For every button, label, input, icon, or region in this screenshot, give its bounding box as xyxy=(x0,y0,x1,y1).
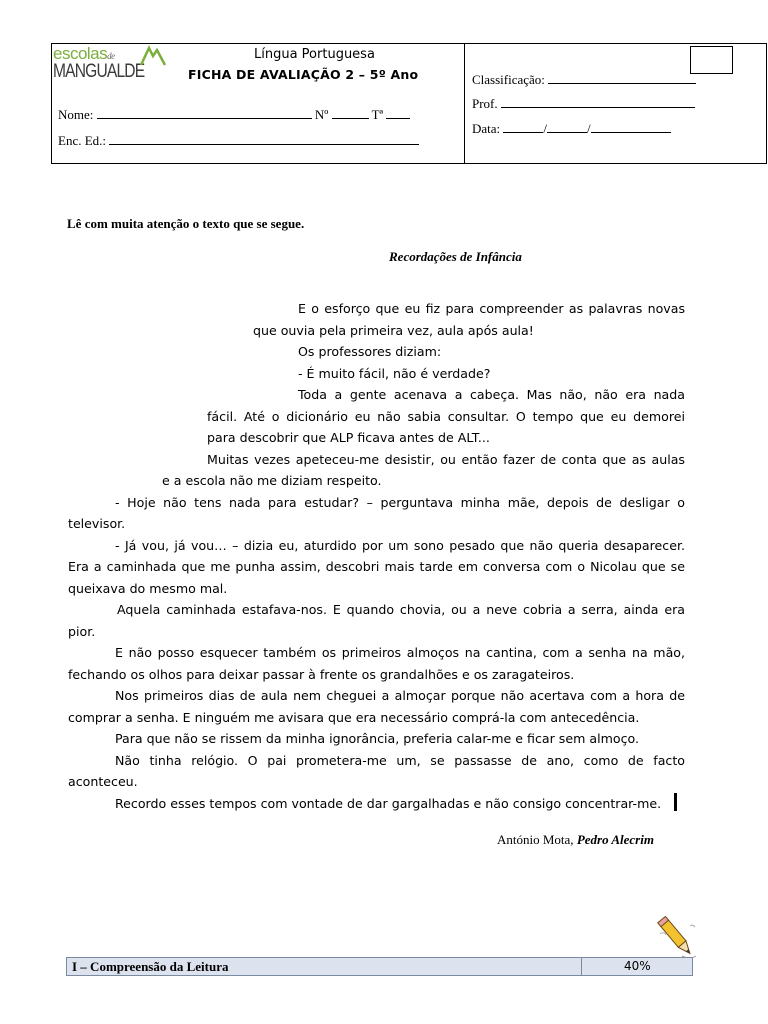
mountain-logo-icon xyxy=(139,44,167,66)
author-name: António Mota, xyxy=(497,832,574,847)
section-label: I – Compreensão da Leitura xyxy=(72,959,229,974)
text-line: para descobrir que ALP ficava antes de ALT... xyxy=(207,430,490,445)
section-bar-divider xyxy=(581,958,582,975)
section-percent: 40% xyxy=(624,959,651,973)
text-line: Aquela caminhada estafava-nos. E quando chovia, ou a neve cobria a serra, ainda era xyxy=(117,602,685,617)
name-label: Nome: xyxy=(58,107,94,122)
date-year-field[interactable] xyxy=(591,120,671,133)
date-separator: / xyxy=(543,121,548,136)
logo-text-de: de xyxy=(107,51,115,61)
logo-text-bottom: MANGUALDE xyxy=(53,61,145,82)
header-divider xyxy=(464,43,465,164)
author-citation xyxy=(497,832,654,848)
text-line: - Hoje não tens nada para estudar? – perguntava minha mãe, depois de desligar o xyxy=(115,495,685,510)
date-separator: / xyxy=(587,121,591,136)
subject-title: Língua Portuguesa xyxy=(254,47,375,62)
book-title: Pedro Alecrim xyxy=(576,832,654,847)
school-logo xyxy=(53,44,165,84)
class-label: Tª xyxy=(371,107,384,122)
text-line: - É muito fácil, não é verdade? xyxy=(298,366,491,381)
teacher-row xyxy=(472,95,695,112)
text-line: queixava do mesmo mal. xyxy=(68,581,228,596)
guardian-label: Enc. Ed.: xyxy=(58,133,107,148)
text-line: Era a caminhada que me punha assim, descobri mais tarde em conversa com o Nicolau que se xyxy=(68,559,685,574)
text-line: Toda a gente acenava a cabeça. Mas não, não era nada xyxy=(298,387,685,402)
number-field[interactable] xyxy=(332,106,369,119)
text-line: comprar a senha. E ninguém me avisara que era necessário comprá-la com antecedência. xyxy=(68,710,640,725)
text-line: aconteceu. xyxy=(68,774,138,789)
teacher-field[interactable] xyxy=(501,95,695,108)
logo-text-top: escolas xyxy=(53,44,108,63)
date-label: Data: xyxy=(472,121,501,136)
text-line: E o esforço que eu fiz para compreender as palavras novas xyxy=(298,301,685,316)
classification-box[interactable] xyxy=(690,46,733,74)
worksheet-title: FICHA DE AVALIAÇÃO 2 – 5º Ano xyxy=(188,67,419,82)
text-line: pior. xyxy=(68,624,96,639)
name-field[interactable] xyxy=(97,106,312,119)
class-field[interactable] xyxy=(386,106,410,119)
section-header-bar xyxy=(66,957,693,976)
guardian-field[interactable] xyxy=(109,132,419,145)
text-line: televisor. xyxy=(68,516,126,531)
text-line: Recordo esses tempos com vontade de dar gargalhadas e não consigo concentrar-me. xyxy=(115,796,662,811)
date-row xyxy=(472,120,671,137)
text-line: Não tinha relógio. O pai prometera-me um, se passasse de ano, como de facto xyxy=(115,753,685,768)
teacher-label: Prof. xyxy=(472,96,498,111)
instruction: Lê com muita atenção o texto que se segue. xyxy=(67,216,305,231)
text-cursor xyxy=(674,793,677,811)
text-line: Para que não se rissem da minha ignorância, preferia calar-me e ficar sem almoço. xyxy=(115,731,639,746)
text-line: e a escola não me diziam respeito. xyxy=(162,473,382,488)
text-line: E não posso esquecer também os primeiros almoços na cantina, com a senha na mão, xyxy=(115,645,685,660)
text-line: Muitas vezes apeteceu-me desistir, ou então fazer de conta que as aulas xyxy=(207,452,685,467)
text-line: que ouvia pela primeira vez, aula após aula! xyxy=(253,323,534,338)
classification-field[interactable] xyxy=(548,71,696,84)
number-label: Nº xyxy=(314,107,329,122)
text-line: Nos primeiros dias de aula nem cheguei a almoçar porque não acertava com a hora de xyxy=(115,688,685,703)
classification-label: Classificação: xyxy=(472,72,545,87)
date-month-field[interactable] xyxy=(547,120,587,133)
text-title: Recordações de Infância xyxy=(389,249,522,264)
text-line: fechando os olhos para deixar passar à frente os grandalhões e os zaragateiros. xyxy=(68,667,575,682)
text-line: - Já vou, já vou… – dizia eu, aturdido por um sono pesado que não queria desaparecer. xyxy=(115,538,685,553)
name-row xyxy=(58,106,410,123)
guardian-row xyxy=(58,132,419,149)
date-day-field[interactable] xyxy=(503,120,543,133)
text-line: fácil. Até o dicionário eu não sabia consultar. O tempo que eu demorei xyxy=(207,409,685,424)
classification-row xyxy=(472,71,696,88)
text-line: Os professores diziam: xyxy=(298,344,442,359)
